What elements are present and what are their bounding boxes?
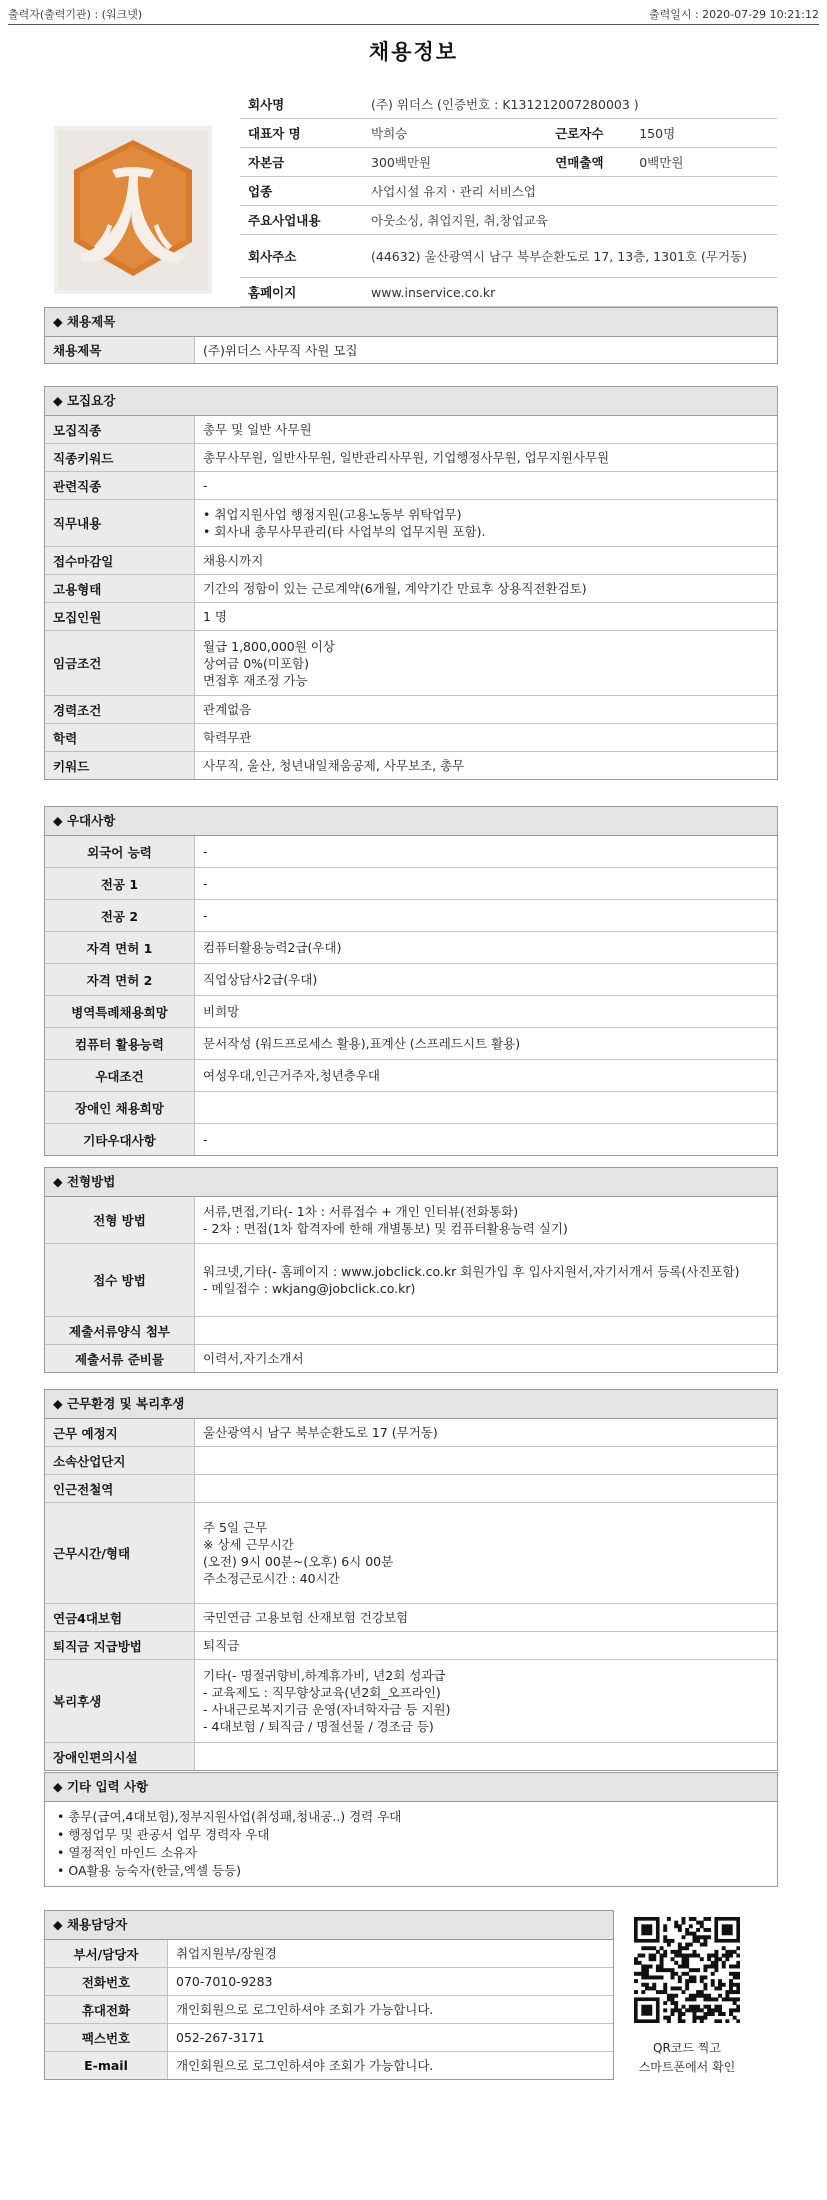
row-value: 주 5일 근무 ※ 상세 근무시간 (오전) 9시 00분~(오후) 6시 00분 주소정근로시간 : 40시간 — [195, 1503, 778, 1604]
row-label: 휴대전화 — [45, 1996, 168, 2024]
row-value: 취업지원부/장원경 — [176, 1946, 277, 1961]
qr-caption — [612, 2039, 762, 2077]
row-value: 비희망 — [195, 996, 778, 1028]
table-row — [45, 1996, 613, 2024]
table-row — [45, 932, 777, 964]
capital-label: 자본금 — [240, 148, 363, 177]
section-header: ◆ 기타 입력 사항 — [45, 1773, 777, 1802]
row-label: 제출서류 준비물 — [45, 1345, 195, 1373]
address-value: (44632) 울산광역시 남구 북부순환도로 17, 13층, 1301호 (무거동) — [363, 235, 777, 278]
row-value: 직업상담사2급(우대) — [195, 964, 778, 996]
row-label: 근무 예정지 — [45, 1419, 195, 1447]
contact-section — [44, 1910, 614, 2080]
qr-caption-line1: QR코드 찍고 — [653, 2041, 721, 2055]
row-value — [195, 1475, 778, 1503]
divider — [8, 24, 819, 25]
section-header: ◆ 채용담당자 — [45, 1911, 613, 1940]
qr-code-image — [634, 1917, 740, 2023]
section-header: ◆ 채용제목 — [45, 308, 777, 337]
table-row — [45, 603, 777, 631]
row-value: • 취업지원사업 행정지원(고용노동부 위탁업무) • 회사내 총무사무관리(타 사업부의 업무지원 포함). — [195, 500, 778, 547]
ceo-name: 박희승 — [363, 119, 547, 148]
row-value: - — [195, 472, 778, 500]
row-label: 학력 — [45, 724, 195, 752]
section-header: ◆ 근무환경 및 복리후생 — [45, 1390, 777, 1419]
homepage-label: 홈페이지 — [240, 278, 363, 307]
address-label: 회사주소 — [240, 235, 363, 278]
row-label: 접수마감일 — [45, 547, 195, 575]
list-item: • OA활용 능숙자(한글,엑셀 등등) — [57, 1863, 242, 1878]
row-value: 기타(- 명절귀향비,하계휴가비, 년2회 성과급 - 교육제도 : 직무향상교육(년2회_오프라인) - 사내근로복지기금 운영(자녀학자금 등 지원) - 4대보험 / 퇴직금 / 명절선물 / 경조금 등) — [195, 1660, 778, 1743]
page-title: 채용정보 — [368, 40, 459, 64]
workenv-section — [44, 1389, 778, 1771]
table-row — [45, 1124, 777, 1156]
row-value: 052-267-3171 — [168, 2024, 614, 2052]
table-row — [45, 1345, 777, 1373]
table-row — [45, 696, 777, 724]
workenv-table — [45, 1419, 777, 1770]
row-value: - — [195, 868, 778, 900]
industry-label: 업종 — [240, 177, 363, 206]
table-row — [45, 1197, 777, 1244]
table-row — [45, 1743, 777, 1771]
sales-value: 0백만원 — [631, 148, 777, 177]
row-label: 직종키워드 — [45, 444, 195, 472]
row-value: 워크넷,기타(- 홈페이지 : www.jobclick.co.kr 회원가입 후 입사지원서,자기서개서 등록(사진포함) - 메일접수 : wkjang@jobclick.co.kr) — [195, 1244, 778, 1317]
table-row — [45, 996, 777, 1028]
homepage-link[interactable]: www.inservice.co.kr — [363, 278, 777, 307]
preference-table — [45, 836, 777, 1155]
row-label: 전공 1 — [45, 868, 195, 900]
company-info-table — [240, 90, 777, 307]
row-value: - — [195, 900, 778, 932]
row-label: 컴퓨터 활용능력 — [45, 1028, 195, 1060]
section-header: ◆ 전형방법 — [45, 1168, 777, 1197]
row-label: E-mail — [45, 2052, 168, 2080]
table-row — [45, 1060, 777, 1092]
row-label: 직무내용 — [45, 500, 195, 547]
table-row — [45, 1660, 777, 1743]
row-value — [195, 1743, 778, 1771]
row-value: 개인회원으로 로그인하셔야 조회가 가능합니다. — [168, 1996, 614, 2024]
table-row — [45, 836, 777, 868]
section-header: ◆ 우대사항 — [45, 807, 777, 836]
table-row — [45, 631, 777, 696]
selection-table — [45, 1197, 777, 1372]
company-name-label: 회사명 — [240, 90, 363, 119]
print-datetime: 출력일시 : 2020-07-29 10:21:12 — [648, 8, 819, 21]
row-label: 고용형태 — [45, 575, 195, 603]
row-value — [195, 1447, 778, 1475]
row-value: 월급 1,800,000원 이상 상여금 0%(미포함) 면접후 재조정 가능 — [195, 631, 778, 696]
row-label: 팩스번호 — [45, 2024, 168, 2052]
row-value: 국민연금 고용보험 산재보험 건강보험 — [195, 1604, 778, 1632]
company-logo — [54, 126, 212, 294]
list-item: • 열정적인 마인드 소유자 — [57, 1845, 198, 1860]
row-label: 연금4대보험 — [45, 1604, 195, 1632]
row-label: 모집직종 — [45, 416, 195, 444]
row-value: 퇴직금 — [195, 1632, 778, 1660]
capital-value: 300백만원 — [363, 148, 547, 177]
row-label: 관련직종 — [45, 472, 195, 500]
row-value: 사무직, 울산, 청년내일채움공제, 사무보조, 총무 — [195, 752, 778, 780]
table-row — [45, 1503, 777, 1604]
row-value: 학력무관 — [195, 724, 778, 752]
recruit-section — [44, 386, 778, 780]
row-value: 총무사무원, 일반사무원, 일반관리사무원, 기업행정사무원, 업무지원사무원 — [195, 444, 778, 472]
section-header: ◆ 모집요강 — [45, 387, 777, 416]
row-value: 여성우대,인근거주자,청년층우대 — [195, 1060, 778, 1092]
row-label: 퇴직금 지급방법 — [45, 1632, 195, 1660]
list-item: • 총무(급여,4대보험),정부지원사업(취성패,청내공..) 경력 우대 — [57, 1809, 402, 1824]
table-row — [45, 416, 777, 444]
table-row — [45, 1419, 777, 1447]
business-label: 주요사업내용 — [240, 206, 363, 235]
table-row — [45, 2024, 613, 2052]
row-label: 외국어 능력 — [45, 836, 195, 868]
ceo-label: 대표자 명 — [240, 119, 363, 148]
job-title-section — [44, 307, 778, 364]
row-label: 부서/담당자 — [45, 1940, 168, 1968]
table-row — [45, 1447, 777, 1475]
row-label: 키워드 — [45, 752, 195, 780]
table-row — [45, 752, 777, 780]
row-label: 기타우대사항 — [45, 1124, 195, 1156]
row-value: 채용시까지 — [195, 547, 778, 575]
table-row — [45, 1632, 777, 1660]
row-label: 접수 방법 — [45, 1244, 195, 1317]
row-value — [195, 1092, 778, 1124]
row-label: 전화번호 — [45, 1968, 168, 1996]
job-title-table — [45, 337, 777, 363]
row-label: 모집인원 — [45, 603, 195, 631]
row-label: 병역특례채용희망 — [45, 996, 195, 1028]
table-row — [45, 1940, 613, 1968]
table-row — [45, 472, 777, 500]
staff-label: 근로자수 — [547, 119, 631, 148]
row-value: 1 명 — [195, 603, 778, 631]
row-label: 우대조건 — [45, 1060, 195, 1092]
row-value: 컴퓨터활용능력2급(우대) — [195, 932, 778, 964]
table-row — [45, 2052, 613, 2080]
row-value: 총무 및 일반 사무원 — [203, 422, 312, 437]
row-value — [195, 1317, 778, 1345]
qr-caption-line2: 스마트폰에서 확인 — [638, 2060, 736, 2074]
industry-value: 사업시설 유지ㆍ관리 서비스업 — [363, 177, 777, 206]
row-label: 자격 면허 1 — [45, 932, 195, 964]
row-value: 관계없음 — [195, 696, 778, 724]
row-value: 서류,면접,기타(- 1차 : 서류접수 + 개인 인터뷰(전화통화) - 2차 : 면접(1차 합격자에 한해 개별통보) 및 컴퓨터활용능력 실기) — [203, 1204, 568, 1236]
table-row — [45, 1317, 777, 1345]
table-row — [45, 1028, 777, 1060]
row-value: - — [203, 844, 208, 859]
table-row — [45, 900, 777, 932]
preference-section — [44, 806, 778, 1156]
row-value: 070-7010-9283 — [168, 1968, 614, 1996]
logo-image — [54, 126, 212, 294]
staff-count: 150명 — [631, 119, 777, 148]
table-row — [45, 547, 777, 575]
table-row — [45, 1604, 777, 1632]
row-label: 전형 방법 — [45, 1197, 195, 1244]
contact-table — [45, 1940, 613, 2079]
row-label: 경력조건 — [45, 696, 195, 724]
row-value: - — [195, 1124, 778, 1156]
table-row — [45, 868, 777, 900]
print-source: 출력자(출력기관) : (워크넷) — [8, 8, 143, 21]
table-row — [45, 444, 777, 472]
selection-section — [44, 1167, 778, 1373]
row-value: 개인회원으로 로그인하셔야 조회가 가능합니다. — [168, 2052, 614, 2080]
list-item: • 행정업무 및 관공서 업무 경력자 우대 — [57, 1827, 270, 1842]
table-row — [45, 964, 777, 996]
table-row — [45, 575, 777, 603]
print-header — [8, 6, 819, 22]
etc-section — [44, 1772, 778, 1887]
table-row — [45, 500, 777, 547]
sales-label: 연매출액 — [547, 148, 631, 177]
row-value: 기간의 정함이 있는 근로계약(6개월, 계약기간 만료후 상용직전환검토) — [195, 575, 778, 603]
table-row — [45, 1968, 613, 1996]
table-row — [45, 1244, 777, 1317]
row-value: 문서작성 (워드프로세스 활용),표계산 (스프레드시트 활용) — [195, 1028, 778, 1060]
row-label: 소속산업단지 — [45, 1447, 195, 1475]
row-label: 인근전철역 — [45, 1475, 195, 1503]
table-row — [45, 1092, 777, 1124]
qr-code[interactable] — [634, 1917, 740, 2023]
job-title-value: (주)위더스 사무직 사원 모집 — [203, 342, 358, 358]
job-title-label: 채용제목 — [45, 337, 195, 363]
business-value: 아웃소싱, 취업지원, 취,창업교육 — [363, 206, 777, 235]
row-label: 제출서류양식 첨부 — [45, 1317, 195, 1345]
row-label: 장애인 채용희망 — [45, 1092, 195, 1124]
etc-list — [45, 1802, 777, 1886]
row-value: 울산광역시 남구 북부순환도로 17 (무거동) — [203, 1425, 438, 1440]
row-label: 근무시간/형태 — [45, 1503, 195, 1604]
row-label: 장애인편의시설 — [45, 1743, 195, 1771]
row-label: 전공 2 — [45, 900, 195, 932]
company-name: (주) 위더스 (인증번호 : K131212007280003 ) — [363, 90, 777, 119]
table-row — [45, 1475, 777, 1503]
row-value: 이력서,자기소개서 — [195, 1345, 778, 1373]
table-row — [45, 724, 777, 752]
row-label: 자격 면허 2 — [45, 964, 195, 996]
row-label: 임금조건 — [45, 631, 195, 696]
row-label: 복리후생 — [45, 1660, 195, 1743]
recruit-table — [45, 416, 777, 779]
